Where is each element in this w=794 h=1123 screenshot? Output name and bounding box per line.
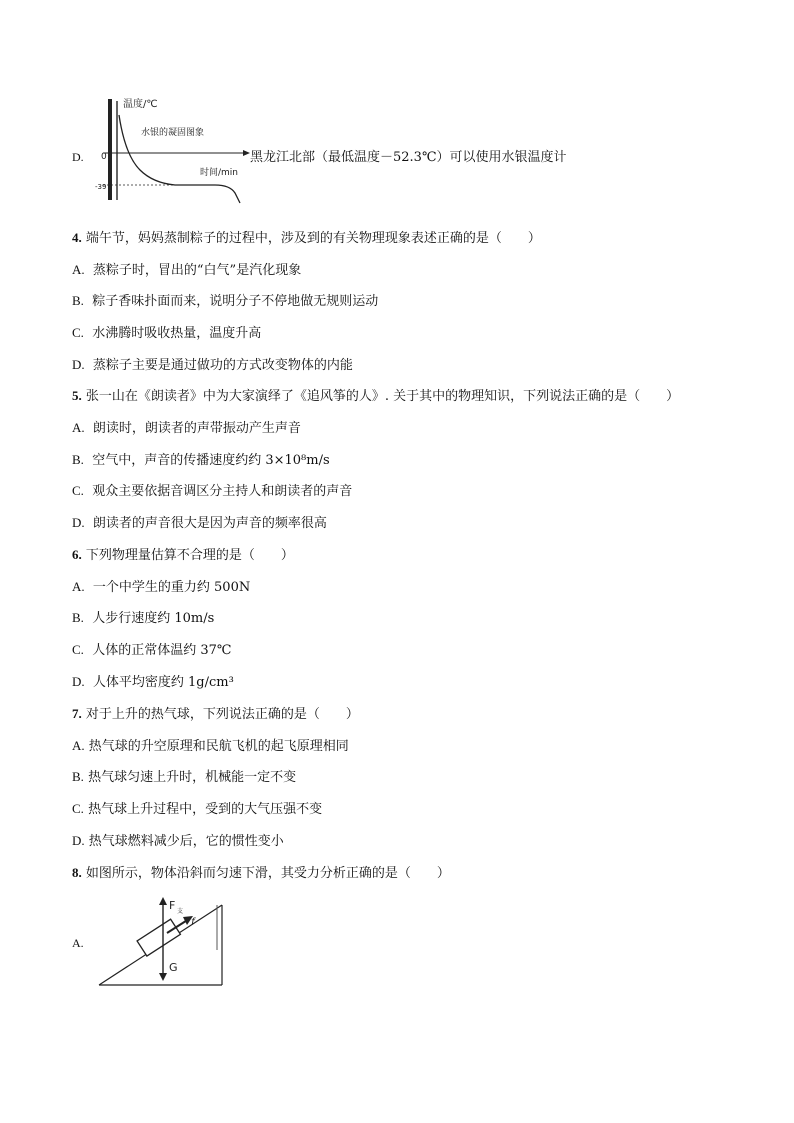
q3-option-d-text: 黑龙江北部（最低温度－52.3℃）可以使用水银温度计 <box>250 150 567 165</box>
support-force-label: F <box>169 899 176 912</box>
q4-stem <box>72 229 541 248</box>
support-force-subscript: 支 <box>177 908 184 915</box>
q6-stem-text: 下列物理量估算不合理的是（ ） <box>85 548 294 563</box>
q5-option-b: B. 空气中，声音的传播速度约约 3×10⁸m/s <box>72 452 330 468</box>
graph-origin: 0 <box>101 152 107 162</box>
mercury-solidification-graph <box>95 95 255 205</box>
q5-number: 5. <box>72 388 82 403</box>
q4-option-d: D. 蒸粽子主要是通过做功的方式改变物体的内能 <box>72 357 353 373</box>
q7-stem-text: 对于上升的热气球，下列说法正确的是（ ） <box>85 707 359 722</box>
q6-option-b: B. 人步行速度约 10m/s <box>72 610 215 626</box>
graph-x-label: 时间/min <box>200 168 239 178</box>
graph-curve-label: 水银的凝固图象 <box>141 128 205 138</box>
q6-option-d: D. 人体平均密度约 1g/cm³ <box>72 674 234 690</box>
q7-option-d: D. 热气球燃料减少后，它的惯性变小 <box>72 833 284 849</box>
graph-y-label: 温度/℃ <box>123 99 158 110</box>
q4-option-c: C. 水沸腾时吸收热量，温度升高 <box>72 325 262 341</box>
q6-stem <box>72 546 294 565</box>
q4-option-b: B. 粽子香味扑面而来，说明分子不停地做无规则运动 <box>72 293 379 309</box>
q5-stem <box>72 387 679 406</box>
q7-option-c: C. 热气球上升过程中，受到的大气压强不变 <box>72 801 323 817</box>
q7-stem <box>72 705 359 724</box>
gravity-label: G <box>169 961 178 974</box>
q7-number: 7. <box>72 706 82 721</box>
q4-number: 4. <box>72 230 82 245</box>
q8-option-a-letter: A. <box>72 936 84 950</box>
q5-stem-text: 张一山在《朗读者》中为大家演绎了《追风筝的人》. 关于其中的物理知识，下列说法正确的是（ ） <box>85 389 680 404</box>
friction-label: f <box>191 917 195 928</box>
graph-ytick: -39 <box>95 183 107 191</box>
q4-stem-text: 端午节，妈妈蒸制粽子的过程中，涉及到的有关物理现象表述正确的是（ ） <box>85 231 541 246</box>
q7-option-a: A. 热气球的升空原理和民航飞机的起飞原理相同 <box>72 738 349 754</box>
q6-option-a: A. 一个中学生的重力约 500N <box>72 579 251 595</box>
q6-number: 6. <box>72 547 82 562</box>
q3-option-d-letter: D. <box>72 150 84 164</box>
q5-option-d: D. 朗读者的声音很大是因为声音的频率很高 <box>72 515 327 531</box>
q8-number: 8. <box>72 865 82 880</box>
q6-option-c: C. 人体的正常体温约 37℃ <box>72 642 232 658</box>
q5-option-c: C. 观众主要依据音调区分主持人和朗读者的声音 <box>72 483 353 499</box>
incline-force-diagram <box>97 895 232 990</box>
q5-option-a: A. 朗读时，朗读者的声带振动产生声音 <box>72 420 301 436</box>
q8-stem <box>72 864 450 883</box>
q4-option-a: A. 蒸粽子时，冒出的“白气”是汽化现象 <box>72 262 302 278</box>
q8-stem-text: 如图所示，物体沿斜而匀速下滑，其受力分析正确的是（ ） <box>85 866 450 881</box>
q7-option-b: B. 热气球匀速上升时，机械能一定不变 <box>72 769 297 785</box>
